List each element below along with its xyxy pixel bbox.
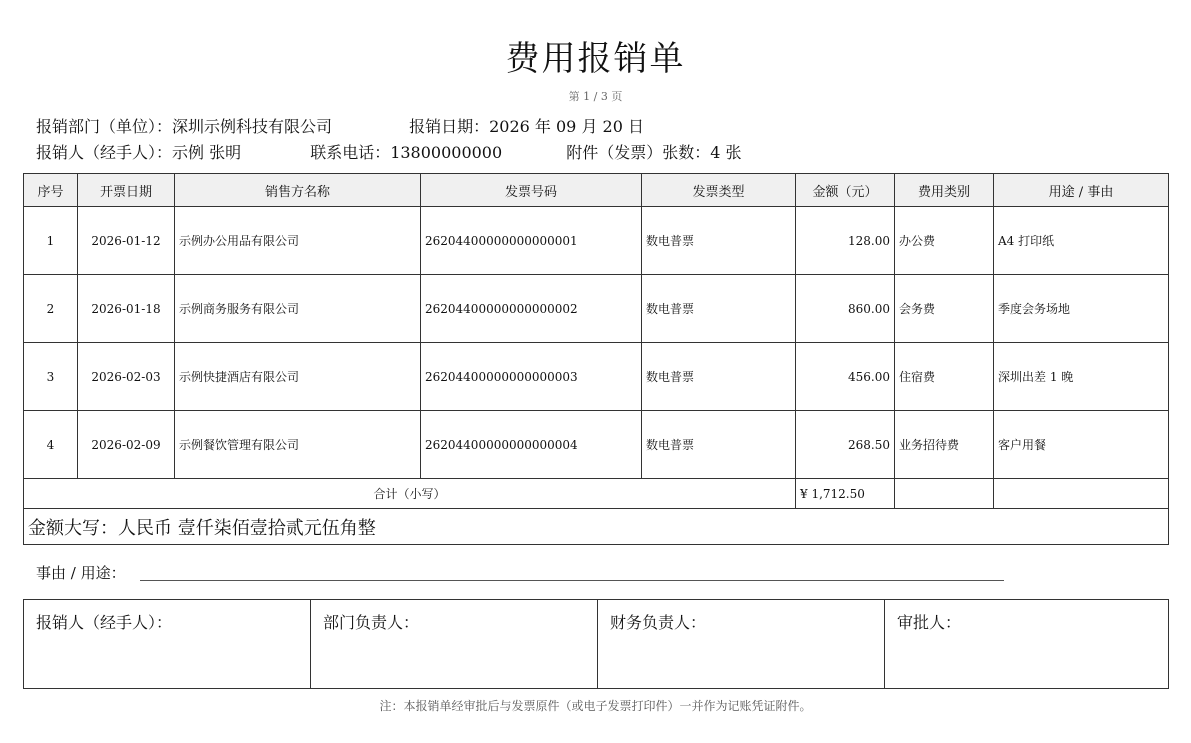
- column-header: 费用类别: [895, 174, 994, 207]
- row-purpose: 季度会务场地: [994, 275, 1169, 343]
- row-purpose: A4 打印纸: [994, 207, 1169, 275]
- row-seller: 示例商务服务有限公司: [175, 275, 421, 343]
- row-invoice-no: 26204400000000000004: [421, 411, 642, 479]
- column-header: 用途 / 事由: [994, 174, 1169, 207]
- row-invoice-type: 数电普票: [642, 275, 796, 343]
- row-seller: 示例办公用品有限公司: [175, 207, 421, 275]
- row-no: 1: [24, 207, 78, 275]
- row-category: 业务招待费: [895, 411, 994, 479]
- row-invoice-no: 26204400000000000003: [421, 343, 642, 411]
- row-seller: 示例快捷酒店有限公司: [175, 343, 421, 411]
- column-header: 金额（元）: [796, 174, 895, 207]
- approver-signature: 审批人：: [897, 613, 962, 632]
- row-seller: 示例餐饮管理有限公司: [175, 411, 421, 479]
- header-line-2: [36, 140, 742, 163]
- table-row: [24, 275, 1169, 343]
- signature-box: [23, 599, 1169, 689]
- total-row: [24, 479, 1169, 509]
- row-date: 2026-02-09: [78, 411, 175, 479]
- row-invoice-type: 数电普票: [642, 411, 796, 479]
- row-invoice-type: 数电普票: [642, 207, 796, 275]
- row-amount: 860.00: [796, 275, 895, 343]
- reason-underline: [140, 580, 1004, 581]
- row-no: 3: [24, 343, 78, 411]
- row-amount: 128.00: [796, 207, 895, 275]
- table-row: [24, 411, 1169, 479]
- attachments-field: 附件（发票）张数：4 张: [566, 143, 742, 162]
- date-field: 报销日期：2026 年 09 月 20 日: [409, 117, 644, 136]
- row-invoice-no: 26204400000000000002: [421, 275, 642, 343]
- column-header: 销售方名称: [175, 174, 421, 207]
- row-category: 会务费: [895, 275, 994, 343]
- column-header: 开票日期: [78, 174, 175, 207]
- amount-in-words-row: [24, 509, 1169, 545]
- row-amount: 456.00: [796, 343, 895, 411]
- expense-table: [23, 173, 1169, 545]
- row-category: 办公费: [895, 207, 994, 275]
- table-row: [24, 343, 1169, 411]
- row-category: 住宿费: [895, 343, 994, 411]
- row-date: 2026-02-03: [78, 343, 175, 411]
- finance-head-signature: 财务负责人：: [598, 600, 885, 688]
- form-title: 费用报销单: [505, 39, 686, 79]
- page-number: 第 1 / 3 页: [568, 90, 623, 103]
- footer-note: 注：本报销单经审批后与发票原件（或电子发票打印件）一并作为记账凭证附件。: [379, 699, 812, 713]
- total-value: ¥ 1,712.50: [796, 479, 895, 509]
- claimant-field: 报销人（经手人）：示例 张明: [36, 143, 242, 162]
- row-invoice-no: 26204400000000000001: [421, 207, 642, 275]
- column-header: 发票类型: [642, 174, 796, 207]
- row-no: 2: [24, 275, 78, 343]
- table-header-row: [24, 174, 1169, 207]
- total-blank-cell: [895, 479, 994, 509]
- department-field: 报销部门（单位）：深圳示例科技有限公司: [36, 117, 333, 136]
- header-line-1: [36, 114, 644, 137]
- total-label: 合计（小写）: [24, 479, 796, 509]
- row-amount: 268.50: [796, 411, 895, 479]
- row-invoice-type: 数电普票: [642, 343, 796, 411]
- amount-in-words: 金额大写：人民币 壹仟柒佰壹拾贰元伍角整: [24, 509, 1169, 545]
- row-purpose: 深圳出差 1 晚: [994, 343, 1169, 411]
- dept-head-signature: 部门负责人：: [311, 600, 598, 688]
- column-header: 发票号码: [421, 174, 642, 207]
- column-header: 序号: [24, 174, 78, 207]
- row-date: 2026-01-18: [78, 275, 175, 343]
- row-date: 2026-01-12: [78, 207, 175, 275]
- table-row: [24, 207, 1169, 275]
- total-blank-cell: [994, 479, 1169, 509]
- claimant-signature: 报销人（经手人）：: [24, 600, 311, 688]
- row-no: 4: [24, 411, 78, 479]
- phone-field: 联系电话：13800000000: [310, 143, 503, 162]
- row-purpose: 客户用餐: [994, 411, 1169, 479]
- reason-label: 事由 / 用途：: [36, 564, 126, 582]
